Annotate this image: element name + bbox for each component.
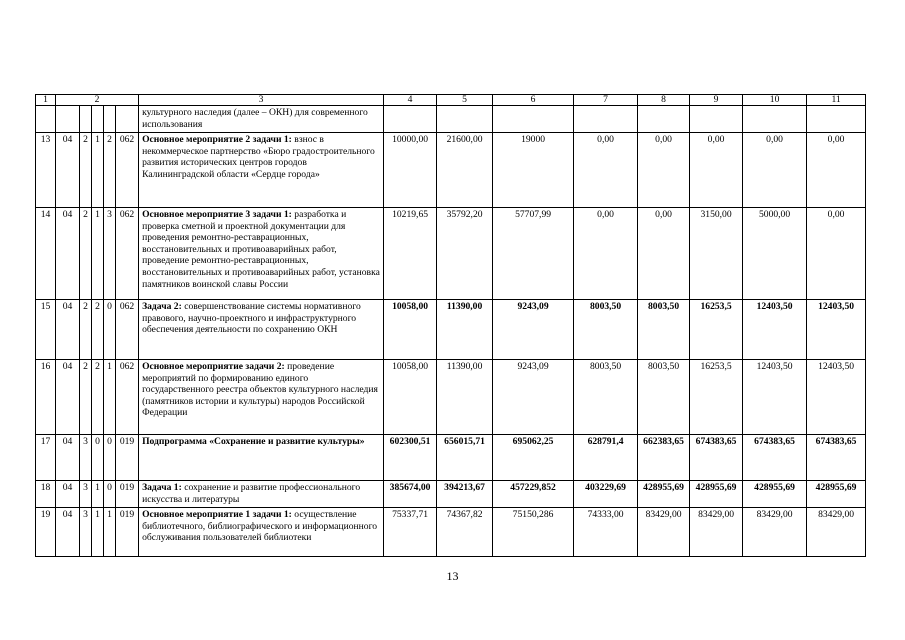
code-cell: 3 bbox=[80, 508, 92, 557]
value-cell: 74367,82 bbox=[437, 508, 493, 557]
row-number: 17 bbox=[36, 435, 56, 481]
code-cell: 3 bbox=[104, 208, 116, 300]
value-cell: 674383,65 bbox=[743, 435, 807, 481]
value-cell: 0,00 bbox=[807, 208, 866, 300]
table-row bbox=[36, 360, 866, 435]
value-cell: 0,00 bbox=[638, 208, 690, 300]
table-row bbox=[36, 300, 866, 360]
value-cell: 457229,852 bbox=[493, 481, 574, 508]
value-cell: 656015,71 bbox=[437, 435, 493, 481]
code-cell: 062 bbox=[116, 360, 139, 435]
value-cell: 602300,51 bbox=[384, 435, 437, 481]
description-text: сохранение и развитие профессионального искусства и литературы bbox=[142, 482, 361, 505]
description-cell bbox=[139, 508, 384, 557]
code-cell: 04 bbox=[56, 481, 80, 508]
value-cell: 9243,09 bbox=[493, 300, 574, 360]
value-cell: 428955,69 bbox=[690, 481, 743, 508]
value-cell: 57707,99 bbox=[493, 208, 574, 300]
code-cell: 2 bbox=[92, 360, 104, 435]
code-cell: 0 bbox=[104, 435, 116, 481]
header-cell: 7 bbox=[574, 95, 638, 106]
table-row bbox=[36, 435, 866, 481]
value-cell: 10058,00 bbox=[384, 300, 437, 360]
code-cell: 1 bbox=[92, 481, 104, 508]
code-cell: 04 bbox=[56, 508, 80, 557]
value-cell: 16253,5 bbox=[690, 360, 743, 435]
value-cell: 21600,00 bbox=[437, 133, 493, 208]
value-cell: 10000,00 bbox=[384, 133, 437, 208]
code-cell: 1 bbox=[104, 360, 116, 435]
code-cell: 019 bbox=[116, 508, 139, 557]
page-number: 13 bbox=[446, 569, 459, 583]
row-number: 13 bbox=[36, 133, 56, 208]
value-cell: 12403,50 bbox=[743, 300, 807, 360]
header-cell: 8 bbox=[638, 95, 690, 106]
description-text: осуществление библиотечного, библиографического и информационного обслуживания пользователей библиотеки bbox=[142, 509, 378, 544]
value-cell: 628791,4 bbox=[574, 435, 638, 481]
code-cell: 2 bbox=[80, 208, 92, 300]
header-cell: 2 bbox=[56, 95, 139, 106]
code-cell: 1 bbox=[92, 508, 104, 557]
code-cell: 2 bbox=[92, 300, 104, 360]
header-cell: 1 bbox=[36, 95, 56, 106]
value-cell: 0,00 bbox=[574, 133, 638, 208]
description-cell bbox=[139, 435, 384, 481]
description-title: Задача 2: bbox=[142, 301, 182, 312]
value-cell: 11390,00 bbox=[437, 360, 493, 435]
value-cell: 428955,69 bbox=[807, 481, 866, 508]
value-cell: 0,00 bbox=[690, 133, 743, 208]
table-body bbox=[36, 133, 866, 557]
value-cell: 19000 bbox=[493, 133, 574, 208]
code-cell: 04 bbox=[56, 133, 80, 208]
value-cell: 9243,09 bbox=[493, 360, 574, 435]
code-cell: 0 bbox=[104, 481, 116, 508]
value-cell: 428955,69 bbox=[638, 481, 690, 508]
description-text: проведение мероприятий по формированию единого государственного реестра объектов культурного наследия (памятников истории и культуры) народов Российской Федерации bbox=[142, 361, 378, 419]
value-cell: 0,00 bbox=[743, 133, 807, 208]
code-cell: 3 bbox=[80, 481, 92, 508]
code-cell: 0 bbox=[92, 435, 104, 481]
code-cell: 062 bbox=[116, 300, 139, 360]
value-cell: 83429,00 bbox=[743, 508, 807, 557]
description-title: Основное мероприятие 1 задачи 1: bbox=[142, 509, 292, 520]
value-cell: 0,00 bbox=[638, 133, 690, 208]
value-cell: 8003,50 bbox=[638, 360, 690, 435]
value-cell: 0,00 bbox=[807, 133, 866, 208]
header-cell: 5 bbox=[437, 95, 493, 106]
code-cell: 04 bbox=[56, 300, 80, 360]
continuation-text: культурного наследия (далее – ОКН) для современного использования bbox=[139, 106, 384, 133]
value-cell: 75337,71 bbox=[384, 508, 437, 557]
code-cell: 019 bbox=[116, 435, 139, 481]
value-cell: 385674,00 bbox=[384, 481, 437, 508]
header-cell: 3 bbox=[139, 95, 384, 106]
value-cell: 75150,286 bbox=[493, 508, 574, 557]
description-cell bbox=[139, 133, 384, 208]
description-cell bbox=[139, 360, 384, 435]
code-cell: 1 bbox=[92, 208, 104, 300]
code-cell: 04 bbox=[56, 208, 80, 300]
description-title: Основное мероприятие 3 задачи 1: bbox=[142, 209, 292, 220]
value-cell: 8003,50 bbox=[574, 360, 638, 435]
value-cell: 74333,00 bbox=[574, 508, 638, 557]
description-cell bbox=[139, 300, 384, 360]
table-row bbox=[36, 106, 866, 133]
description-text: совершенствование системы нормативного правового, научно-проектного и инфраструктурного обеспечения деятельности по сохранению ОКН bbox=[142, 301, 361, 336]
table-row bbox=[36, 481, 866, 508]
value-cell: 12403,50 bbox=[807, 300, 866, 360]
description-cell bbox=[139, 481, 384, 508]
value-cell: 5000,00 bbox=[743, 208, 807, 300]
value-cell: 662383,65 bbox=[638, 435, 690, 481]
value-cell: 16253,5 bbox=[690, 300, 743, 360]
code-cell: 062 bbox=[116, 208, 139, 300]
value-cell: 403229,69 bbox=[574, 481, 638, 508]
value-cell: 83429,00 bbox=[807, 508, 866, 557]
row-number: 19 bbox=[36, 508, 56, 557]
header-cell: 9 bbox=[690, 95, 743, 106]
description-title: Основное мероприятие задачи 2: bbox=[142, 361, 285, 372]
code-cell: 2 bbox=[104, 133, 116, 208]
value-cell: 11390,00 bbox=[437, 300, 493, 360]
value-cell: 428955,69 bbox=[743, 481, 807, 508]
value-cell: 12403,50 bbox=[807, 360, 866, 435]
code-cell: 1 bbox=[104, 508, 116, 557]
value-cell: 674383,65 bbox=[690, 435, 743, 481]
row-number: 14 bbox=[36, 208, 56, 300]
table-header-row bbox=[36, 95, 866, 106]
header-cell: 10 bbox=[743, 95, 807, 106]
description-text: разработка и проверка сметной и проектной документации для проведения ремонтно-реставрационных, восстановительных и противоаварийных работ, проведение ремонтно-реставрационных, восстановительных и противоаварийных работ, установка памятников воинской славы России bbox=[142, 209, 380, 290]
value-cell: 8003,50 bbox=[638, 300, 690, 360]
value-cell: 10219,65 bbox=[384, 208, 437, 300]
description-text: взнос в некоммерческое партнерство «Бюро градостроительного развития исторических центров городов Калининградской области «Сердце города» bbox=[142, 134, 375, 180]
table-row bbox=[36, 208, 866, 300]
code-cell: 2 bbox=[80, 133, 92, 208]
description-title: Подпрограмма «Сохранение и развитие культуры» bbox=[142, 436, 365, 447]
code-cell: 2 bbox=[80, 360, 92, 435]
code-cell: 2 bbox=[80, 300, 92, 360]
code-cell: 1 bbox=[92, 133, 104, 208]
value-cell: 674383,65 bbox=[807, 435, 866, 481]
value-cell: 0,00 bbox=[574, 208, 638, 300]
row-number: 18 bbox=[36, 481, 56, 508]
value-cell: 394213,67 bbox=[437, 481, 493, 508]
row-number: 15 bbox=[36, 300, 56, 360]
header-cell: 6 bbox=[493, 95, 574, 106]
budget-table bbox=[35, 94, 866, 557]
table-row bbox=[36, 508, 866, 557]
header-cell: 4 bbox=[384, 95, 437, 106]
code-cell: 062 bbox=[116, 133, 139, 208]
header-cell: 11 bbox=[807, 95, 866, 106]
code-cell: 04 bbox=[56, 360, 80, 435]
value-cell: 83429,00 bbox=[690, 508, 743, 557]
value-cell: 8003,50 bbox=[574, 300, 638, 360]
code-cell: 3 bbox=[80, 435, 92, 481]
value-cell: 10058,00 bbox=[384, 360, 437, 435]
value-cell: 3150,00 bbox=[690, 208, 743, 300]
description-cell bbox=[139, 208, 384, 300]
description-title: Задача 1: bbox=[142, 482, 182, 493]
value-cell: 35792,20 bbox=[437, 208, 493, 300]
table-row bbox=[36, 133, 866, 208]
row-number: 16 bbox=[36, 360, 56, 435]
value-cell: 12403,50 bbox=[743, 360, 807, 435]
value-cell: 695062,25 bbox=[493, 435, 574, 481]
code-cell: 04 bbox=[56, 435, 80, 481]
code-cell: 0 bbox=[104, 300, 116, 360]
value-cell: 83429,00 bbox=[638, 508, 690, 557]
code-cell: 019 bbox=[116, 481, 139, 508]
description-title: Основное мероприятие 2 задачи 1: bbox=[142, 134, 292, 145]
